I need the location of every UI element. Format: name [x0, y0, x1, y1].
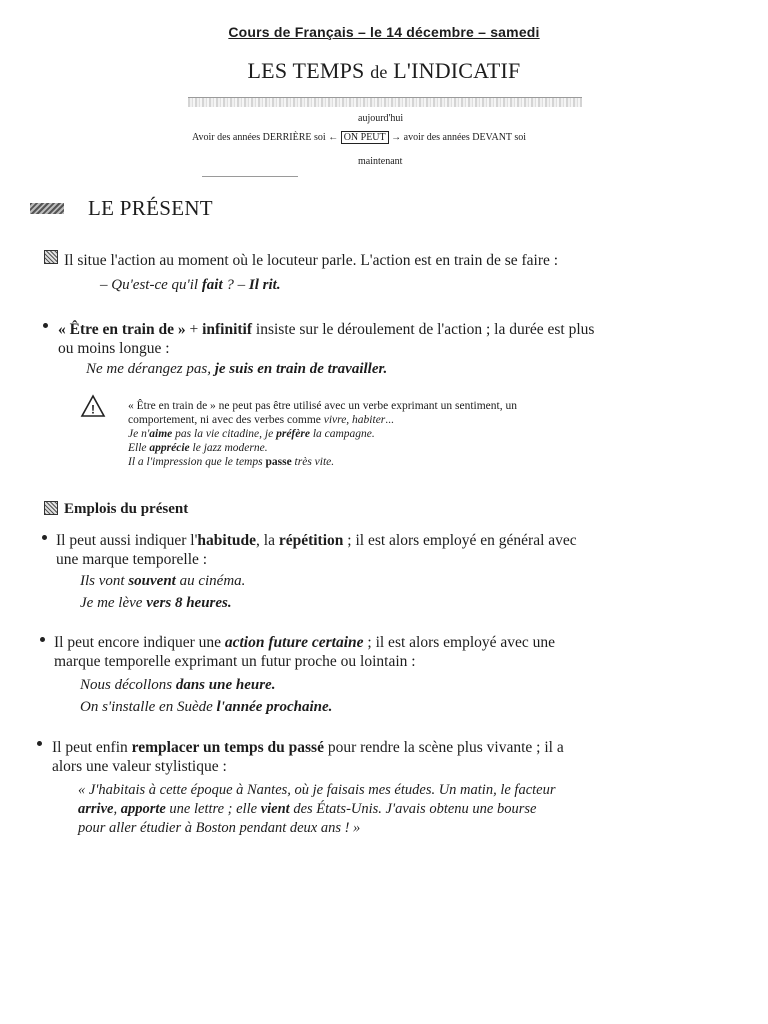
course-header-title: Cours de Français – le 14 décembre – samedi: [228, 24, 540, 40]
round-bullet-icon: [42, 535, 47, 540]
text-run: comportement, ni avec des verbes comme: [128, 414, 324, 426]
warning-triangle-icon: [80, 394, 106, 418]
text-run: dans une heure.: [175, 677, 276, 693]
text-run: , la: [256, 532, 279, 549]
main-title-de: de: [370, 62, 388, 82]
timeline-top-label: aujourd'hui: [358, 113, 404, 124]
text-run: fait: [201, 277, 223, 293]
text-run: insiste sur le déroulement de l'action ; la durée est plus: [252, 321, 595, 338]
text-run: je suis en train de travailler.: [214, 361, 388, 377]
habitude-example-2: [80, 592, 232, 614]
passe-line-2: alors une valeur stylistique :: [52, 758, 227, 775]
futur-line-1: [54, 633, 555, 652]
text-run: une lettre ; elle: [165, 801, 261, 817]
text-run: action future certaine: [224, 634, 364, 651]
main-title: [0, 58, 768, 84]
text-run: Il rit.: [248, 277, 281, 293]
main-title-indicatif: L'INDICATIF: [393, 58, 521, 83]
text-run: ; il est alors employé avec une: [363, 634, 556, 651]
present-example-1: [100, 274, 281, 296]
text-run: vivre, habiter: [323, 414, 386, 426]
warning-example-1: [128, 427, 375, 441]
text-run: Ne me dérangez pas,: [86, 361, 215, 377]
text-run: Il peut aussi indiquer l': [56, 532, 198, 549]
text-run: ,: [113, 801, 121, 817]
habitude-line-1: [56, 531, 577, 550]
warning-exclamation: !: [91, 402, 95, 417]
text-run: Il peut enfin: [52, 739, 132, 756]
text-run: ? –: [222, 277, 249, 293]
round-bullet-icon: [37, 741, 42, 746]
timeline-bottom-rule: [202, 176, 298, 177]
text-run: apporte: [120, 801, 166, 817]
arrow-right-icon: →: [391, 132, 402, 143]
futur-example-1: [80, 674, 275, 696]
passe-example-line-1: [78, 781, 556, 800]
timeline-bottom-label: maintenant: [358, 156, 403, 167]
arrow-left-icon: ←: [328, 132, 339, 143]
text-run: Il a l'impression que le temps: [128, 456, 266, 468]
text-run: Il peut encore indiquer une: [54, 634, 225, 651]
text-run: des États-Unis. J'avais obtenu une bourse: [289, 801, 537, 817]
etre-en-train-line-1: [58, 320, 594, 339]
habitude-line-2: une marque temporelle :: [56, 551, 208, 568]
text-run: Je n': [128, 428, 150, 440]
warning-line-2: [128, 413, 394, 427]
passe-example-line-2: [78, 800, 536, 819]
text-run: remplacer un temps du passé: [131, 739, 324, 756]
text-run: « Être en train de »: [58, 321, 186, 338]
round-bullet-icon: [43, 323, 48, 328]
round-bullet-icon: [40, 637, 45, 642]
text-run: vers 8 heures.: [146, 595, 232, 611]
text-run: « J'habitais à cette époque à Nantes, où je faisais mes études. Un matin, le facteur: [78, 782, 556, 798]
text-run: On s'installe en Suède: [80, 699, 217, 715]
etre-en-train-example: [86, 358, 387, 380]
text-run: le jazz moderne.: [189, 442, 268, 454]
text-run: apprécie: [149, 442, 190, 454]
timeline-left-text: Avoir des années DERRIÈRE soi: [192, 132, 326, 143]
section-title-present: LE PRÉSENT: [88, 196, 213, 220]
text-run: souvent: [128, 573, 176, 589]
square-bullet-icon: [44, 501, 58, 515]
text-run: pour rendre la scène plus vivante ; il a: [323, 739, 564, 756]
text-run: arrive: [78, 801, 114, 817]
warning-line-1: « Être en train de » ne peut pas être utilisé avec un verbe exprimant un sentiment, un: [128, 400, 517, 412]
text-run: répétition: [278, 532, 344, 549]
text-run: vient: [260, 801, 290, 817]
futur-example-2: [80, 696, 332, 718]
text-run: habitude: [197, 532, 257, 549]
warning-example-2: [128, 441, 268, 455]
passe-line-1: [52, 738, 564, 757]
text-run: ; il est alors employé en général avec: [343, 532, 577, 549]
present-definition: Il situe l'action au moment où le locuteur parle. L'action est en train de se faire :: [64, 252, 559, 269]
square-bullet-icon: [44, 250, 58, 264]
timeline-row: [192, 132, 526, 143]
emplois-title: Emplois du présent: [64, 501, 189, 517]
text-run: ...: [385, 414, 394, 426]
text-run: très vite.: [291, 456, 335, 468]
warning-example-3: [128, 455, 334, 469]
etre-en-train-line-2: ou moins longue :: [58, 340, 170, 357]
text-run: l'année prochaine.: [216, 699, 333, 715]
text-run: aime: [149, 428, 173, 440]
main-title-temps: LES TEMPS: [247, 58, 365, 83]
passe-example-line-3: [78, 819, 360, 838]
text-run: pour aller étudier à Boston pendant deux ans ! »: [78, 820, 361, 836]
text-run: Nous décollons: [80, 677, 176, 693]
text-run: Elle: [128, 442, 150, 454]
text-run: pas la vie citadine, je: [172, 428, 277, 440]
timeline-right-text: avoir des années DEVANT soi: [403, 132, 527, 143]
scan-artifact-bar: [188, 98, 582, 107]
text-run: Ils vont: [80, 573, 129, 589]
futur-line-2: marque temporelle exprimant un futur proche ou lointain :: [54, 653, 416, 670]
timeline-center-box: ON PEUT: [341, 131, 389, 144]
text-run: +: [185, 321, 203, 338]
text-run: infinitif: [202, 321, 253, 338]
habitude-example-1: [80, 570, 245, 592]
text-run: Je me lève: [80, 595, 147, 611]
text-run: passe: [265, 456, 292, 468]
text-run: préfère: [276, 428, 310, 440]
text-run: au cinéma.: [175, 573, 246, 589]
text-run: la campagne.: [309, 428, 375, 440]
text-run: – Qu'est-ce qu'il: [100, 277, 202, 293]
timeline-top-rule: [188, 97, 582, 98]
section-marker-icon: [30, 203, 64, 214]
